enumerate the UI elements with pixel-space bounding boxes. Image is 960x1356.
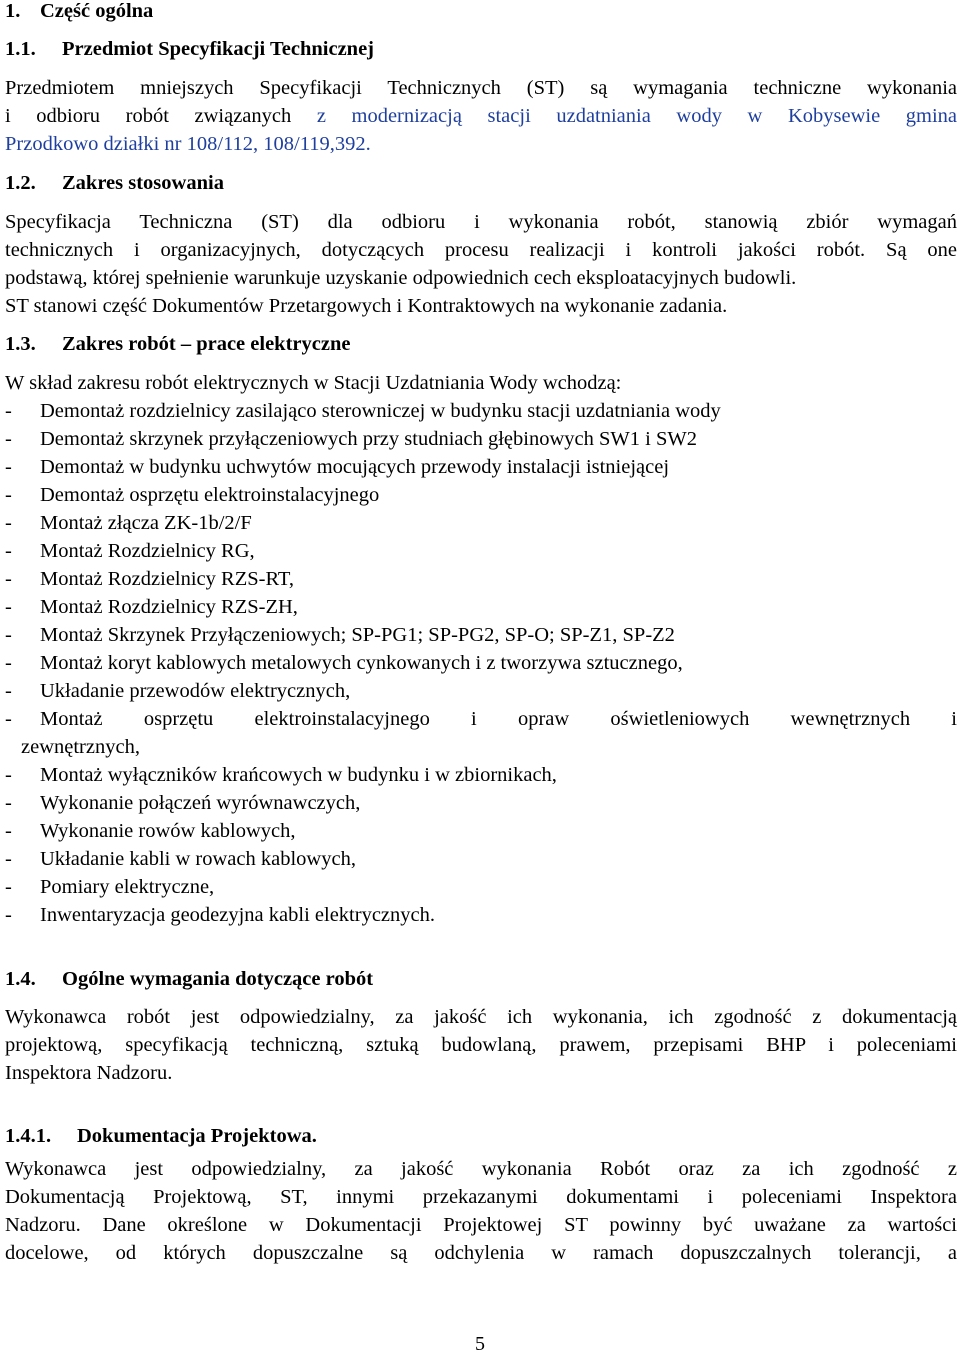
list-item [5, 593, 298, 621]
list-bullet-dash: - [5, 792, 12, 814]
paragraph-1-2-line: ST stanowi część Dokumentów Przetargowych i Kontraktowych na wykonanie zadania. [5, 295, 728, 317]
paragraph-1-1-line: Przedmiotem mniejszych Specyfikacji Technicznych (ST) są wymagania techniczne wykonania [5, 77, 957, 99]
list-item-text: Demontaż rozdzielnicy zasilająco sterowniczej w budynku stacji uzdatniania wody [40, 400, 721, 422]
list-item [5, 677, 350, 705]
section-heading-1-4 [5, 968, 373, 991]
list-item [5, 397, 721, 425]
list-item-continuation: zewnętrznych, [21, 736, 140, 758]
list-item-text: Montaż osprzętu elektroinstalacyjnego i opraw oświetleniowych wewnętrznych i [40, 708, 957, 730]
list-bullet-dash: - [5, 484, 12, 506]
list-bullet-dash: - [5, 512, 12, 534]
list-item-text: Montaż złącza ZK-1b/2/F [40, 512, 252, 534]
section-title: Zakres stosowania [62, 172, 224, 194]
list-bullet-dash: - [5, 624, 12, 646]
list-item-text: Montaż wyłączników krańcowych w budynku i w zbiornikach, [40, 764, 557, 786]
section-number: 1. [5, 0, 21, 22]
paragraph-1-1-line [5, 102, 957, 130]
section-title: Zakres robót – prace elektryczne [62, 333, 351, 355]
list-bullet-dash: - [5, 708, 12, 730]
list-bullet-dash: - [5, 680, 12, 702]
list-item-text: Wykonanie rowów kablowych, [40, 820, 296, 842]
list-item [5, 481, 379, 509]
list-item [5, 873, 214, 901]
list-bullet-dash: - [5, 904, 12, 926]
paragraph-1-4-line: projektową, specyfikacją techniczną, sztuką budowlaną, prawem, przepisami BHP i poleceniami [5, 1034, 957, 1056]
list-item-text: Montaż Skrzynek Przyłączeniowych; SP-PG1; SP-PG2, SP-O; SP-Z1, SP-Z2 [40, 624, 675, 646]
paragraph-1-1-line: Przodkowo działki nr 108/112, 108/119,392. [5, 133, 371, 155]
list-item [5, 901, 435, 929]
paragraph-1-4-1-line: Nadzoru. Dane określone w Dokumentacji Projektowej ST powinny być uważane za wartości [5, 1214, 957, 1236]
paragraph-1-4-1-line: Dokumentacją Projektową, ST, innymi przekazanymi dokumentami i poleceniami Inspektora [5, 1186, 957, 1208]
section-number: 1.4. [5, 968, 36, 990]
list-item [5, 817, 296, 845]
list-item-text: Układanie przewodów elektrycznych, [40, 680, 351, 702]
section-number: 1.4.1. [5, 1125, 52, 1147]
list-item-text: Pomiary elektryczne, [40, 876, 215, 898]
list-bullet-dash: - [5, 652, 12, 674]
section-number: 1.1. [5, 38, 36, 60]
page-number: 5 [475, 1333, 485, 1355]
list-item [5, 565, 294, 593]
list-bullet-dash: - [5, 820, 12, 842]
section-heading-1-2 [5, 172, 224, 195]
list-bullet-dash: - [5, 540, 12, 562]
list-item [5, 761, 557, 789]
section-number: 1.2. [5, 172, 36, 194]
list-item [5, 845, 356, 873]
paragraph-1-4-line: Inspektora Nadzoru. [5, 1062, 173, 1084]
list-item-text: Demontaż osprzętu elektroinstalacyjnego [40, 484, 380, 506]
section-heading-1-1 [5, 38, 374, 61]
list-bullet-dash: - [5, 848, 12, 870]
paragraph-1-4-1-line: docelowe, od których dopuszczalne są odchylenia w ramach dopuszczalnych tolerancji, a [5, 1242, 957, 1264]
list-item-text: Montaż koryt kablowych metalowych cynkowanych i z tworzywa sztucznego, [40, 652, 683, 674]
list-item [5, 509, 252, 537]
section-title: Ogólne wymagania dotyczące robót [62, 968, 374, 990]
list-item [5, 649, 683, 677]
list-item-text: Układanie kabli w rowach kablowych, [40, 848, 356, 870]
section-title: Dokumentacja Projektowa. [77, 1125, 317, 1147]
list-item-text: Montaż Rozdzielnicy RZS-RT, [40, 568, 295, 590]
list-item-text: Montaż Rozdzielnicy RG, [40, 540, 255, 562]
section-number: 1.3. [5, 333, 36, 355]
list-item [5, 425, 697, 453]
list-item [5, 537, 255, 565]
highlighted-text-run: z modernizacją stacji uzdatniania wody w Kobysewie gmina [316, 105, 957, 127]
text-run: i odbioru robót związanych [5, 105, 317, 127]
list-bullet-dash: - [5, 456, 12, 478]
list-bullet-dash: - [5, 400, 12, 422]
list-item-text: Inwentaryzacja geodezyjna kabli elektrycznych. [40, 904, 435, 926]
list-item-text: Demontaż w budynku uchwytów mocujących przewody instalacji istniejącej [40, 456, 670, 478]
section-title: Część ogólna [40, 0, 154, 22]
paragraph-1-2-line: Specyfikacja Techniczna (ST) dla odbioru i wykonania robót, stanowią zbiór wymagań [5, 211, 957, 233]
list-bullet-dash: - [5, 876, 12, 898]
section-title: Przedmiot Specyfikacji Technicznej [62, 38, 375, 60]
paragraph-1-2-line: podstawą, której spełnienie warunkuje uzyskanie odpowiednich cech eksploatacyjnych budowli. [5, 267, 797, 289]
list-bullet-dash: - [5, 568, 12, 590]
list-bullet-dash: - [5, 764, 12, 786]
section-heading-1-3 [5, 333, 350, 356]
list-bullet-dash: - [5, 596, 12, 618]
list-item [5, 621, 675, 649]
list-bullet-dash: - [5, 428, 12, 450]
list-item-text: Montaż Rozdzielnicy RZS-ZH, [40, 596, 298, 618]
paragraph-1-3-intro: W skład zakresu robót elektrycznych w Stacji Uzdatniania Wody wchodzą: [5, 372, 622, 394]
section-heading-1 [5, 0, 153, 23]
paragraph-1-4-1-line: Wykonawca jest odpowiedzialny, za jakość wykonania Robót oraz za ich zgodność z [5, 1158, 957, 1180]
paragraph-1-4-line: Wykonawca robót jest odpowiedzialny, za jakość ich wykonania, ich zgodność z dokumentacją [5, 1006, 957, 1028]
paragraph-1-2-line: technicznych i organizacyjnych, dotyczących procesu realizacji i kontroli jakości robót. Są one [5, 239, 957, 261]
section-heading-1-4-1 [5, 1125, 317, 1148]
list-item [5, 789, 360, 817]
list-item [5, 453, 669, 481]
list-item [5, 705, 957, 733]
list-item-text: Wykonanie połączeń wyrównawczych, [40, 792, 361, 814]
list-item-text: Demontaż skrzynek przyłączeniowych przy studniach głębinowych SW1 i SW2 [40, 428, 697, 450]
